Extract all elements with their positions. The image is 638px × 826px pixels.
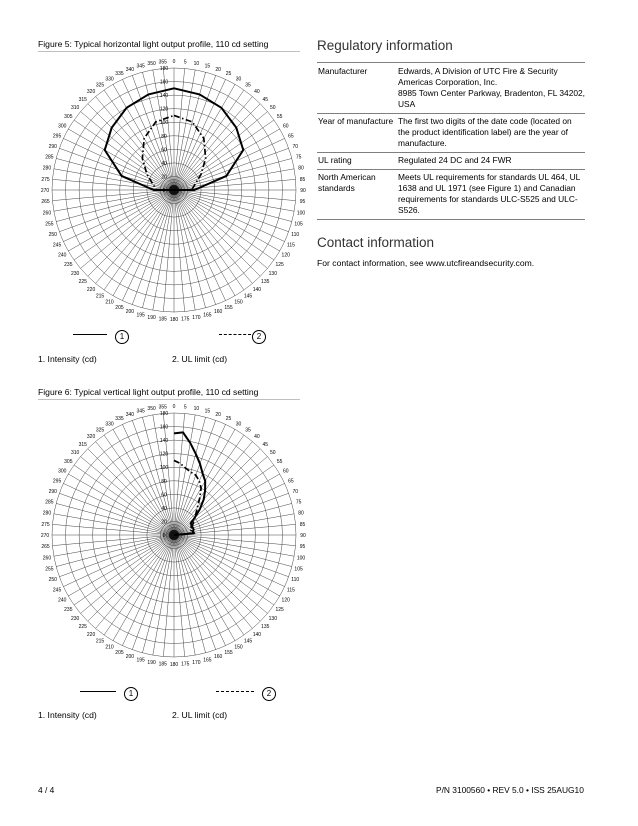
angle-tick-label: 65 <box>288 133 294 140</box>
angle-tick-label: 15 <box>204 63 211 70</box>
angle-tick-label: 145 <box>243 638 253 645</box>
angle-tick-label: 0 <box>172 59 176 65</box>
grid-spoke <box>56 190 174 222</box>
angle-tick-label: 240 <box>58 597 67 604</box>
angle-tick-label: 105 <box>294 221 303 228</box>
angle-tick-label: 290 <box>48 143 57 150</box>
radial-tick-label: 160 <box>159 79 169 86</box>
angle-tick-label: 335 <box>115 416 124 423</box>
angle-tick-label: 115 <box>286 587 295 594</box>
angle-tick-label: 25 <box>225 71 232 78</box>
angle-tick-label: 85 <box>299 176 306 183</box>
radial-tick-label: 0 <box>162 188 166 194</box>
radial-tick-label: 60 <box>161 147 167 154</box>
radial-tick-label: 80 <box>161 133 167 140</box>
figure6-title-rule <box>38 399 300 400</box>
regulatory-key: Year of manufacture <box>317 114 398 153</box>
angle-tick-label: 0 <box>172 404 176 410</box>
figure5-legend-item-2: 2. UL limit (cd) <box>172 354 228 364</box>
table-row <box>317 170 585 220</box>
grid-spoke <box>163 535 174 657</box>
angle-tick-label: 200 <box>125 309 135 316</box>
angle-tick-label: 55 <box>276 114 283 121</box>
angle-tick-label: 355 <box>158 59 167 66</box>
page-number: 4 / 4 <box>38 785 55 795</box>
angle-tick-label: 300 <box>58 123 67 130</box>
grid-spoke <box>142 417 174 535</box>
angle-tick-label: 325 <box>95 427 105 434</box>
angle-tick-label: 190 <box>147 660 156 667</box>
angle-tick-label: 180 <box>169 317 179 323</box>
radial-tick-label: 160 <box>159 424 169 431</box>
angle-tick-label: 55 <box>276 459 283 466</box>
radial-tick-label: 40 <box>161 160 167 167</box>
angle-tick-label: 130 <box>268 615 277 622</box>
regulatory-key: UL rating <box>317 153 398 170</box>
angle-tick-label: 230 <box>71 615 80 622</box>
angle-tick-label: 270 <box>40 533 50 539</box>
figure5-legend-item-1: 1. Intensity (cd) <box>38 354 97 364</box>
grid-spoke <box>174 424 226 535</box>
angle-tick-label: 115 <box>286 242 295 249</box>
angle-tick-label: 45 <box>262 441 269 448</box>
angle-tick-label: 155 <box>224 304 233 311</box>
angle-tick-label: 305 <box>64 114 73 121</box>
angle-tick-label: 30 <box>235 421 242 428</box>
angle-tick-label: 135 <box>261 624 270 631</box>
angle-tick-label: 30 <box>235 76 242 83</box>
angle-tick-label: 260 <box>42 555 52 562</box>
table-row <box>317 114 585 153</box>
grid-spoke <box>52 524 174 535</box>
angle-tick-label: 250 <box>48 232 57 239</box>
figure6-callout-2: 2 <box>262 687 276 701</box>
radial-tick-label: 20 <box>161 174 167 181</box>
angle-tick-label: 245 <box>52 587 62 594</box>
angle-tick-label: 175 <box>181 316 190 323</box>
angle-tick-label: 20 <box>215 66 221 73</box>
angle-tick-label: 210 <box>105 299 114 306</box>
angle-tick-label: 110 <box>291 577 300 584</box>
angle-tick-label: 5 <box>183 59 187 66</box>
angle-tick-label: 75 <box>295 499 302 506</box>
angle-tick-label: 50 <box>270 105 276 112</box>
angle-tick-label: 10 <box>193 60 200 67</box>
figure6-legend-line-intensity <box>80 691 116 692</box>
angle-tick-label: 210 <box>105 644 114 651</box>
angle-tick-label: 145 <box>243 293 253 300</box>
radial-tick-label: 140 <box>159 438 169 445</box>
angle-tick-label: 215 <box>95 293 105 300</box>
angle-tick-label: 275 <box>41 521 50 528</box>
regulatory-table <box>317 64 585 220</box>
angle-tick-label: 265 <box>41 199 50 206</box>
grid-spoke <box>163 190 174 312</box>
radial-tick-label: 100 <box>159 120 169 127</box>
angle-tick-label: 65 <box>288 478 294 485</box>
grid-spoke <box>174 190 226 301</box>
grid-spoke <box>174 535 226 646</box>
angle-tick-label: 120 <box>281 597 290 604</box>
angle-tick-label: 315 <box>78 441 87 448</box>
radial-tick-label: 0 <box>162 533 166 539</box>
grid-spoke <box>174 535 206 653</box>
angle-tick-label: 90 <box>300 533 306 539</box>
regulatory-value: Regulated 24 DC and 24 FWR <box>398 153 585 170</box>
figure5-legend-line-ul <box>219 334 251 335</box>
angle-tick-label: 235 <box>64 606 73 613</box>
grid-spoke <box>174 190 206 308</box>
angle-tick-label: 120 <box>281 252 290 259</box>
angle-tick-label: 250 <box>48 577 57 584</box>
regulatory-key: Manufacturer <box>317 64 398 114</box>
grid-spoke <box>56 535 174 567</box>
grid-spoke <box>174 190 285 242</box>
angle-tick-label: 335 <box>115 71 124 78</box>
grid-spoke <box>63 190 174 242</box>
angle-tick-label: 35 <box>245 82 251 89</box>
angle-tick-label: 205 <box>115 649 124 656</box>
angle-tick-label: 320 <box>86 434 96 441</box>
grid-spoke <box>142 190 174 308</box>
angle-tick-label: 350 <box>147 60 156 67</box>
grid-spoke <box>174 190 296 201</box>
figure6-legend-item-1: 1. Intensity (cd) <box>38 710 97 720</box>
radial-tick-label: 100 <box>159 465 169 472</box>
radial-tick-label: 140 <box>159 93 169 100</box>
angle-tick-label: 180 <box>169 662 179 668</box>
angle-tick-label: 85 <box>299 521 306 528</box>
grid-spoke <box>142 535 174 653</box>
figure5-callout-2: 2 <box>252 330 266 344</box>
angle-tick-label: 60 <box>282 468 289 475</box>
grid-spoke <box>56 158 174 190</box>
angle-tick-label: 295 <box>52 133 62 140</box>
angle-tick-label: 345 <box>136 63 145 70</box>
angle-tick-label: 170 <box>192 660 201 667</box>
angle-tick-label: 80 <box>298 165 304 172</box>
angle-tick-label: 195 <box>136 657 145 664</box>
angle-tick-label: 340 <box>125 66 135 73</box>
angle-tick-label: 355 <box>158 404 167 411</box>
angle-tick-label: 40 <box>254 434 260 441</box>
figure6-legend-line-ul <box>216 691 254 692</box>
angle-tick-label: 160 <box>213 654 223 661</box>
radial-tick-label: 40 <box>161 505 167 512</box>
angle-tick-label: 35 <box>245 427 251 434</box>
angle-tick-label: 140 <box>252 286 262 293</box>
angle-tick-label: 160 <box>213 309 223 316</box>
grid-spoke <box>174 535 296 546</box>
angle-tick-label: 225 <box>78 279 87 286</box>
grid-spoke <box>174 417 206 535</box>
regulatory-top-rule <box>317 62 585 63</box>
angle-tick-label: 315 <box>78 96 87 103</box>
angle-tick-label: 45 <box>262 96 269 103</box>
grid-spoke <box>122 190 174 301</box>
radial-tick-label: 60 <box>161 492 167 499</box>
contact-title: Contact information <box>317 235 435 250</box>
angle-tick-label: 245 <box>52 242 62 249</box>
figure5-legend-line-intensity <box>73 334 107 335</box>
angle-tick-label: 165 <box>203 657 212 664</box>
angle-tick-label: 255 <box>45 221 54 228</box>
angle-tick-label: 155 <box>224 649 233 656</box>
grid-spoke <box>52 535 174 546</box>
angle-tick-label: 150 <box>234 644 243 651</box>
grid-spoke <box>122 535 174 646</box>
angle-tick-label: 240 <box>58 252 67 259</box>
angle-tick-label: 285 <box>45 499 54 506</box>
figure6-polar-chart <box>30 403 320 673</box>
angle-tick-label: 10 <box>193 405 200 412</box>
angle-tick-label: 350 <box>147 405 156 412</box>
figure6-legend-item-2: 2. UL limit (cd) <box>172 710 228 720</box>
regulatory-value <box>398 64 585 114</box>
angle-tick-label: 200 <box>125 654 135 661</box>
angle-tick-label: 330 <box>105 76 114 83</box>
angle-tick-label: 225 <box>78 624 87 631</box>
angle-tick-label: 290 <box>48 488 57 495</box>
angle-tick-label: 220 <box>86 631 96 638</box>
grid-spoke <box>163 413 174 535</box>
angle-tick-label: 125 <box>275 606 284 613</box>
angle-tick-label: 280 <box>42 165 52 172</box>
angle-tick-label: 25 <box>225 416 232 423</box>
grid-spoke <box>174 190 185 312</box>
regulatory-key: North American standards <box>317 170 398 220</box>
angle-tick-label: 285 <box>45 154 54 161</box>
regulatory-value: Meets UL requirements for standards UL 464, UL 1638 and UL 1971 (see Figure 1) and Canadian requirements for standards ULC-S525 and ULC-S526. <box>398 170 585 220</box>
angle-tick-label: 80 <box>298 510 304 517</box>
radial-tick-label: 120 <box>159 451 169 458</box>
document-reference: P/N 3100560 • REV 5.0 • ISS 25AUG10 <box>436 785 584 795</box>
figure5-title: Figure 5: Typical horizontal light output profile, 110 cd setting <box>38 39 269 49</box>
angle-tick-label: 330 <box>105 421 114 428</box>
angle-tick-label: 100 <box>296 555 306 562</box>
radial-tick-label: 180 <box>159 411 169 417</box>
angle-tick-label: 20 <box>215 411 221 418</box>
radial-tick-label: 180 <box>159 66 169 72</box>
angle-tick-label: 255 <box>45 566 54 573</box>
angle-tick-label: 15 <box>204 408 211 415</box>
grid-spoke <box>56 503 174 535</box>
angle-tick-label: 325 <box>95 82 105 89</box>
radial-tick-label: 80 <box>161 478 167 485</box>
angle-tick-label: 310 <box>71 105 80 112</box>
angle-tick-label: 50 <box>270 450 276 457</box>
grid-spoke <box>163 68 174 190</box>
regulatory-value: The first two digits of the date code (located on the product identification label) are the year of manufacture. <box>398 114 585 153</box>
grid-spoke <box>174 79 226 190</box>
grid-spoke <box>174 535 185 657</box>
table-row <box>317 64 585 114</box>
angle-tick-label: 140 <box>252 631 262 638</box>
angle-tick-label: 345 <box>136 408 145 415</box>
grid-spoke <box>174 158 292 190</box>
grid-spoke <box>63 138 174 190</box>
grid-spoke <box>52 190 174 201</box>
angle-tick-label: 125 <box>275 261 284 268</box>
grid-spoke <box>52 179 174 190</box>
angle-tick-label: 175 <box>181 661 190 668</box>
angle-tick-label: 95 <box>299 199 306 206</box>
angle-tick-label: 215 <box>95 638 105 645</box>
angle-tick-label: 70 <box>292 488 299 495</box>
grid-spoke <box>174 138 285 190</box>
angle-tick-label: 265 <box>41 544 50 551</box>
angle-tick-label: 95 <box>299 544 306 551</box>
angle-tick-label: 275 <box>41 176 50 183</box>
angle-tick-label: 90 <box>300 188 306 194</box>
grid-spoke <box>174 190 292 222</box>
angle-tick-label: 320 <box>86 89 96 96</box>
angle-tick-label: 75 <box>295 154 302 161</box>
grid-spoke <box>174 535 285 587</box>
contact-text: For contact information, see www.utcfireandsecurity.com. <box>317 258 535 268</box>
angle-tick-label: 310 <box>71 450 80 457</box>
grid-spoke <box>63 535 174 587</box>
angle-tick-label: 130 <box>268 270 277 277</box>
angle-tick-label: 220 <box>86 286 96 293</box>
grid-spoke <box>63 483 174 535</box>
angle-tick-label: 5 <box>183 404 187 411</box>
angle-tick-label: 195 <box>136 312 145 319</box>
angle-tick-label: 60 <box>282 123 289 130</box>
angle-tick-label: 40 <box>254 89 260 96</box>
regulatory-value-text: Edwards, A Division of UTC Fire & Security Americas Corporation, Inc. 8985 Town Center Parkway, Bradenton, FL 34202, USA <box>398 66 585 109</box>
angle-tick-label: 110 <box>291 232 300 239</box>
angle-tick-label: 70 <box>292 143 299 150</box>
figure6-callout-1: 1 <box>124 687 138 701</box>
angle-tick-label: 340 <box>125 411 135 418</box>
angle-tick-label: 270 <box>40 188 50 194</box>
radial-tick-label: 20 <box>161 519 167 526</box>
angle-tick-label: 105 <box>294 566 303 573</box>
table-row <box>317 153 585 170</box>
figure5-title-rule <box>38 51 300 52</box>
angle-tick-label: 185 <box>158 316 167 323</box>
grid-spoke <box>174 535 292 567</box>
regulatory-title: Regulatory information <box>317 38 453 53</box>
angle-tick-label: 165 <box>203 312 212 319</box>
angle-tick-label: 190 <box>147 315 156 322</box>
angle-tick-label: 295 <box>52 478 62 485</box>
radial-tick-label: 120 <box>159 106 169 113</box>
angle-tick-label: 260 <box>42 210 52 217</box>
angle-tick-label: 170 <box>192 315 201 322</box>
angle-tick-label: 205 <box>115 304 124 311</box>
figure5-callout-1: 1 <box>115 330 129 344</box>
angle-tick-label: 280 <box>42 510 52 517</box>
figure6-title: Figure 6: Typical vertical light output profile, 110 cd setting <box>38 387 259 397</box>
angle-tick-label: 305 <box>64 459 73 466</box>
angle-tick-label: 150 <box>234 299 243 306</box>
angle-tick-label: 230 <box>71 270 80 277</box>
angle-tick-label: 135 <box>261 279 270 286</box>
figure5-polar-chart <box>30 58 320 328</box>
grid-spoke <box>174 68 185 190</box>
angle-tick-label: 100 <box>296 210 306 217</box>
angle-tick-label: 185 <box>158 661 167 668</box>
angle-tick-label: 300 <box>58 468 67 475</box>
angle-tick-label: 235 <box>64 261 73 268</box>
